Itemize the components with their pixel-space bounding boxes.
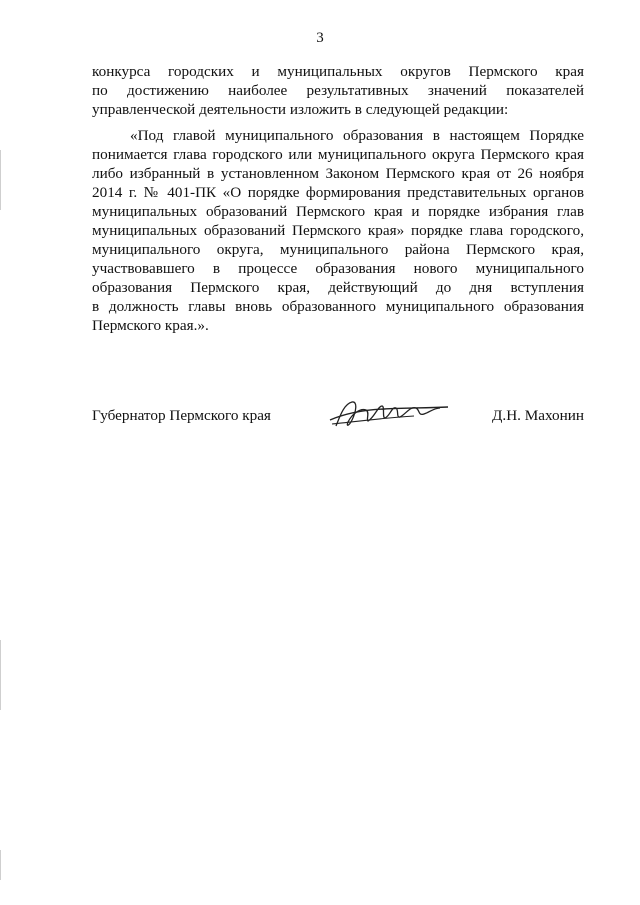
handwritten-signature: [322, 396, 452, 436]
text-line: понимается глава городского или муниципального округа Пермского края: [92, 146, 584, 163]
text-line: Пермского края.».: [92, 317, 209, 334]
scan-edge-mark: [0, 850, 1, 880]
paragraph-1: [92, 62, 584, 119]
text-line: муниципального округа, муниципального района Пермского края,: [92, 241, 584, 258]
text-line: муниципальных образований Пермского края» порядке глава городского,: [92, 222, 584, 239]
text-line: управленческой деятельности изложить в следующей редакции:: [92, 101, 509, 118]
text-line: муниципальных образований Пермского края и порядке избрания глав: [92, 203, 584, 220]
body-text: [92, 62, 584, 335]
text-line: «Под главой муниципального образования в настоящем Порядке: [130, 127, 584, 144]
text-line: участвовавшего в процессе образования нового муниципального: [92, 260, 584, 277]
scan-edge-mark: [0, 640, 1, 710]
text-line: 2014 г. № 401-ПК «О порядке формирования представительных органов: [92, 184, 584, 201]
signature-block: [92, 404, 584, 434]
paragraph-2: [92, 126, 584, 335]
scan-edge-mark: [0, 150, 1, 210]
page-number: 3: [316, 30, 324, 46]
text-line: образования Пермского края, действующий до дня вступления: [92, 279, 584, 296]
text-line: в должность главы вновь образованного муниципального образования: [92, 298, 584, 315]
signatory-title: Губернатор Пермского края: [92, 407, 271, 424]
text-line: либо избранный в установленном Законом Пермского края от 26 ноября: [92, 165, 584, 182]
text-line: по достижению наиболее результативных значений показателей: [92, 82, 584, 99]
signatory-name: Д.Н. Махонин: [492, 407, 584, 424]
text-line: конкурса городских и муниципальных округов Пермского края: [92, 63, 584, 80]
